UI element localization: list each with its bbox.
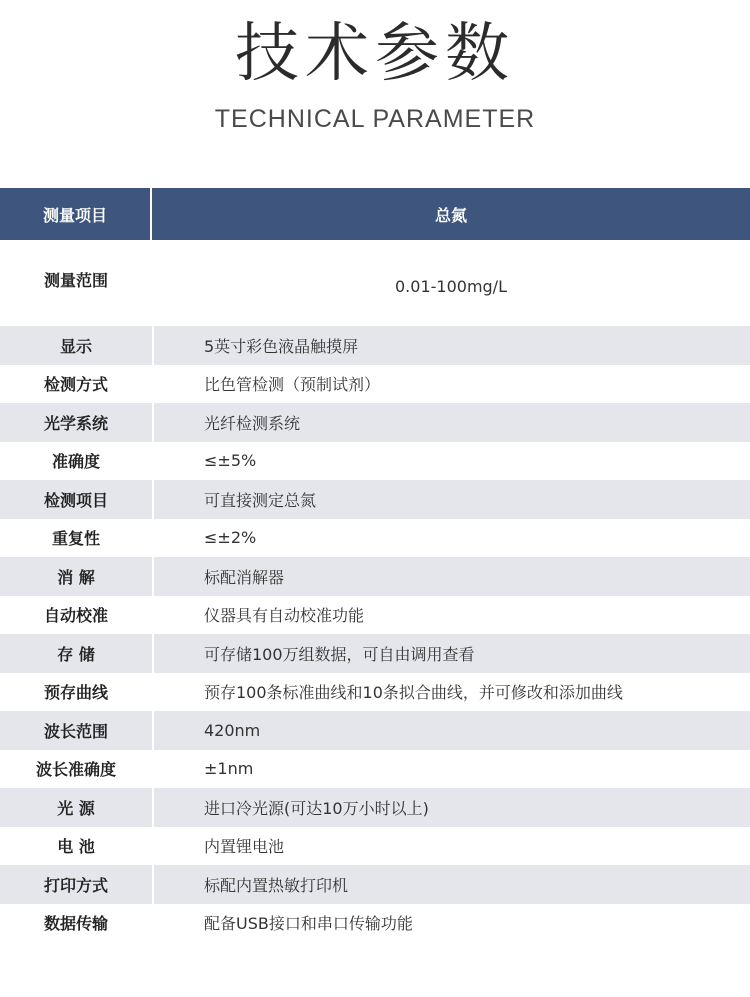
table-row — [0, 634, 750, 673]
row-label: 重复性 — [51, 529, 100, 549]
row-label: 预存曲线 — [43, 683, 108, 703]
row-value: 420nm — [154, 711, 750, 750]
row-value: ≤±2% — [204, 528, 257, 548]
table-row — [0, 365, 750, 404]
row-value: 可存储100万组数据，可自由调用查看 — [154, 634, 750, 673]
table-row — [0, 788, 750, 827]
row-value: ±1nm — [204, 759, 254, 779]
table-row — [0, 403, 750, 442]
table-row — [0, 557, 750, 596]
row-label: 波长准确度 — [35, 760, 116, 780]
table-row — [0, 750, 750, 789]
header-item-label: 测量项目 — [0, 188, 152, 240]
table-row — [0, 865, 750, 904]
row-value: 仪器具有自动校准功能 — [204, 606, 365, 626]
table-row-range — [0, 240, 750, 326]
table-row — [0, 904, 750, 943]
row-label: 电 池 — [57, 837, 95, 857]
row-value: 配备USB接口和串口传输功能 — [204, 914, 413, 934]
row-value: 可直接测定总氮 — [154, 480, 750, 519]
table-row — [0, 827, 750, 866]
row-label: 测量范围 — [43, 270, 108, 290]
parameter-table — [0, 188, 750, 942]
table-row — [0, 596, 750, 635]
row-label: 波长范围 — [0, 711, 152, 750]
row-label: 数据传输 — [43, 914, 108, 934]
table-row — [0, 442, 750, 481]
row-value: 内置锂电池 — [204, 837, 285, 857]
row-value: 标配内置热敏打印机 — [154, 865, 750, 904]
row-value: ≤±5% — [204, 451, 257, 471]
row-value: 5英寸彩色液晶触摸屏 — [154, 326, 750, 365]
row-label: 存 储 — [0, 634, 152, 673]
header-product-label: 总氮 — [434, 205, 467, 225]
row-label: 消 解 — [0, 557, 152, 596]
table-header — [0, 188, 750, 240]
table-row — [0, 480, 750, 519]
row-value: 标配消解器 — [154, 557, 750, 596]
row-value: 光纤检测系统 — [154, 403, 750, 442]
table-row — [0, 673, 750, 712]
row-label: 自动校准 — [43, 606, 108, 626]
row-value: 进口冷光源(可达10万小时以上) — [154, 788, 750, 827]
page-title: 技术参数 — [235, 17, 515, 91]
row-label: 打印方式 — [0, 865, 152, 904]
row-label: 检测方式 — [43, 375, 108, 395]
row-label: 光 源 — [0, 788, 152, 827]
row-value: 比色管检测（预制试剂） — [204, 375, 381, 395]
row-label: 准确度 — [51, 452, 100, 472]
row-label: 显示 — [0, 326, 152, 365]
page-subtitle: TECHNICAL PARAMETER — [214, 105, 536, 133]
table-row — [0, 711, 750, 750]
row-label: 光学系统 — [0, 403, 152, 442]
table-row — [0, 519, 750, 558]
table-row — [0, 326, 750, 365]
row-value: 0.01-100mg/L — [395, 276, 507, 296]
row-label: 检测项目 — [0, 480, 152, 519]
row-value: 预存100条标准曲线和10条拟合曲线，并可修改和添加曲线 — [204, 683, 623, 703]
